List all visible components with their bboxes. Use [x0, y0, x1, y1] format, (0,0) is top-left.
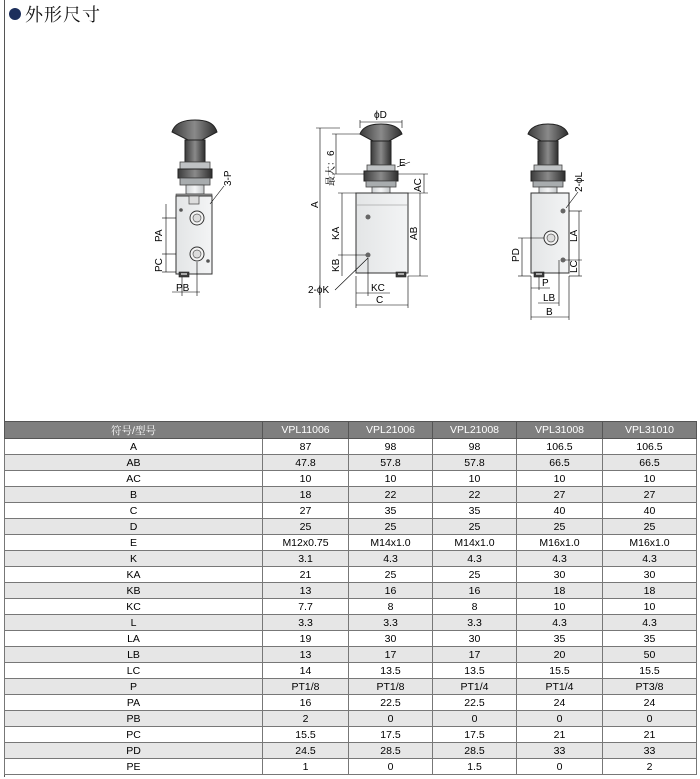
row-symbol: A [5, 439, 263, 455]
table-cell: 25 [349, 567, 433, 583]
valve-front-view [308, 110, 428, 308]
section-title: 外形尺寸 [25, 5, 101, 26]
label-la: LA [569, 229, 580, 242]
table-cell: 66.5 [517, 455, 603, 471]
table-row [5, 503, 697, 519]
row-symbol: LB [5, 647, 263, 663]
valve-end-view [511, 124, 585, 320]
label-ab: AB [409, 226, 420, 240]
row-symbol: LA [5, 631, 263, 647]
table-cell: 24 [517, 695, 603, 711]
table-row [5, 551, 697, 567]
table-cell: 10 [603, 471, 697, 487]
table-cell: 7.7 [263, 599, 349, 615]
row-symbol: P [5, 679, 263, 695]
table-cell: 18 [263, 487, 349, 503]
row-symbol: B [5, 487, 263, 503]
table-cell: 35 [433, 503, 517, 519]
table-cell: 98 [433, 439, 517, 455]
table-cell: 14 [263, 663, 349, 679]
table-cell: 8 [433, 599, 517, 615]
row-symbol: D [5, 519, 263, 535]
table-cell: 20 [517, 647, 603, 663]
table-cell: 0 [349, 759, 433, 775]
table-cell: 24 [603, 695, 697, 711]
table-cell: 18 [517, 583, 603, 599]
label-phid: ϕD [374, 110, 387, 121]
header-model: VPL21008 [433, 422, 517, 439]
table-cell: 57.8 [433, 455, 517, 471]
row-symbol: PB [5, 711, 263, 727]
table-cell: 17 [349, 647, 433, 663]
header-model: VPL31008 [517, 422, 603, 439]
table-cell: 16 [263, 695, 349, 711]
label-pb: PB [176, 283, 190, 294]
table-cell: 2 [603, 759, 697, 775]
row-symbol: AB [5, 455, 263, 471]
row-symbol: PA [5, 695, 263, 711]
table-cell: 3.3 [349, 615, 433, 631]
label-ac: AC [413, 178, 424, 192]
table-cell: 16 [433, 583, 517, 599]
table-cell: M14x1.0 [433, 535, 517, 551]
table-cell: M12x0.75 [263, 535, 349, 551]
table-cell: 0 [517, 711, 603, 727]
table-row [5, 455, 697, 471]
table-cell: 106.5 [517, 439, 603, 455]
table-header-row [5, 422, 697, 439]
table-cell: PT1/8 [349, 679, 433, 695]
table-cell: 57.8 [349, 455, 433, 471]
label-p: P [542, 278, 549, 289]
label-kc: KC [371, 283, 385, 294]
row-symbol: KB [5, 583, 263, 599]
table-cell: 10 [349, 471, 433, 487]
table-cell: 4.3 [433, 551, 517, 567]
row-symbol: C [5, 503, 263, 519]
table-cell: 1.5 [433, 759, 517, 775]
table-cell: M16x1.0 [517, 535, 603, 551]
table-cell: 25 [517, 519, 603, 535]
table-cell: 17 [433, 647, 517, 663]
label-c: C [376, 295, 384, 306]
row-symbol: AC [5, 471, 263, 487]
table-row [5, 679, 697, 695]
table-cell: 25 [349, 519, 433, 535]
table-cell: 30 [433, 631, 517, 647]
table-cell: 106.5 [603, 439, 697, 455]
table-cell: 30 [517, 567, 603, 583]
spec-table-body [5, 439, 697, 775]
table-cell: 13.5 [433, 663, 517, 679]
label-lb: LB [543, 293, 556, 304]
table-cell: 28.5 [349, 743, 433, 759]
table-cell: 17.5 [433, 727, 517, 743]
table-cell: 0 [433, 711, 517, 727]
table-cell: 3.3 [433, 615, 517, 631]
table-row [5, 695, 697, 711]
label-e: E [399, 158, 406, 169]
table-cell: 4.3 [349, 551, 433, 567]
table-cell: 10 [263, 471, 349, 487]
table-cell: 4.3 [517, 615, 603, 631]
table-cell: 4.3 [603, 615, 697, 631]
table-cell: 10 [603, 599, 697, 615]
table-cell: 13.5 [349, 663, 433, 679]
table-cell: M16x1.0 [603, 535, 697, 551]
header-model: VPL31010 [603, 422, 697, 439]
table-cell: 10 [517, 599, 603, 615]
table-row [5, 743, 697, 759]
table-row [5, 711, 697, 727]
label-max-stroke: 最大：6 [326, 150, 337, 186]
table-cell: 3.3 [263, 615, 349, 631]
table-cell: 35 [349, 503, 433, 519]
table-cell: PT3/8 [603, 679, 697, 695]
table-cell: 2 [263, 711, 349, 727]
table-cell: 10 [517, 471, 603, 487]
table-cell: 24.5 [263, 743, 349, 759]
row-symbol: KA [5, 567, 263, 583]
table-row [5, 663, 697, 679]
table-cell: 35 [603, 631, 697, 647]
table-cell: 47.8 [263, 455, 349, 471]
row-symbol: E [5, 535, 263, 551]
table-cell: 17.5 [349, 727, 433, 743]
row-symbol: KC [5, 599, 263, 615]
table-cell: 33 [517, 743, 603, 759]
row-symbol: L [5, 615, 263, 631]
table-row [5, 727, 697, 743]
table-cell: 33 [603, 743, 697, 759]
label-lc: LC [569, 260, 580, 273]
table-cell: 22 [433, 487, 517, 503]
table-row [5, 647, 697, 663]
table-row [5, 471, 697, 487]
table-cell: 4.3 [517, 551, 603, 567]
table-cell: 35 [517, 631, 603, 647]
table-cell: 13 [263, 583, 349, 599]
table-row [5, 439, 697, 455]
table-cell: 25 [433, 567, 517, 583]
table-row [5, 487, 697, 503]
label-pd: PD [511, 248, 522, 262]
table-cell: 16 [349, 583, 433, 599]
row-symbol: PC [5, 727, 263, 743]
label-a: A [310, 201, 321, 208]
label-kb: KB [331, 258, 342, 272]
label-2phik: 2-ϕK [308, 285, 330, 296]
label-pc: PC [154, 258, 165, 272]
table-cell: 27 [517, 487, 603, 503]
spec-table [4, 421, 697, 775]
table-cell: 25 [433, 519, 517, 535]
label-2phil: 2-ϕL [574, 171, 585, 192]
table-cell: 4.3 [603, 551, 697, 567]
table-cell: 30 [603, 567, 697, 583]
table-cell: 3.1 [263, 551, 349, 567]
table-cell: 1 [263, 759, 349, 775]
label-ka: KA [331, 226, 342, 240]
table-cell: 22.5 [433, 695, 517, 711]
table-cell: 21 [263, 567, 349, 583]
table-cell: 40 [517, 503, 603, 519]
table-cell: 15.5 [517, 663, 603, 679]
table-cell: 66.5 [603, 455, 697, 471]
table-cell: 27 [603, 487, 697, 503]
row-symbol: LC [5, 663, 263, 679]
table-row [5, 519, 697, 535]
table-row [5, 759, 697, 775]
row-symbol: PD [5, 743, 263, 759]
table-cell: 21 [517, 727, 603, 743]
label-3p: 3-P [223, 170, 234, 186]
row-symbol: K [5, 551, 263, 567]
table-cell: 50 [603, 647, 697, 663]
table-cell: 22 [349, 487, 433, 503]
table-cell: 0 [349, 711, 433, 727]
table-cell: 21 [603, 727, 697, 743]
row-symbol: PE [5, 759, 263, 775]
table-cell: 15.5 [263, 727, 349, 743]
header-model: VPL11006 [263, 422, 349, 439]
valve-side-view [154, 120, 234, 296]
table-cell: 19 [263, 631, 349, 647]
table-cell: 30 [349, 631, 433, 647]
table-cell: 10 [433, 471, 517, 487]
table-cell: 15.5 [603, 663, 697, 679]
table-cell: 22.5 [349, 695, 433, 711]
table-cell: 25 [603, 519, 697, 535]
table-cell: M14x1.0 [349, 535, 433, 551]
table-cell: 8 [349, 599, 433, 615]
header-model: VPL21006 [349, 422, 433, 439]
table-cell: 40 [603, 503, 697, 519]
table-row [5, 567, 697, 583]
table-cell: 13 [263, 647, 349, 663]
table-cell: 0 [517, 759, 603, 775]
table-row [5, 615, 697, 631]
table-cell: 18 [603, 583, 697, 599]
table-cell: 87 [263, 439, 349, 455]
table-row [5, 631, 697, 647]
table-cell: PT1/4 [517, 679, 603, 695]
label-pa: PA [154, 229, 165, 242]
table-cell: 27 [263, 503, 349, 519]
label-b: B [546, 307, 553, 318]
header-symbol: 符号/型号 [5, 422, 263, 439]
table-cell: 0 [603, 711, 697, 727]
table-cell: PT1/8 [263, 679, 349, 695]
table-cell: 98 [349, 439, 433, 455]
table-cell: 28.5 [433, 743, 517, 759]
table-row [5, 583, 697, 599]
table-cell: 25 [263, 519, 349, 535]
table-cell: PT1/4 [433, 679, 517, 695]
table-row [5, 599, 697, 615]
table-row [5, 535, 697, 551]
